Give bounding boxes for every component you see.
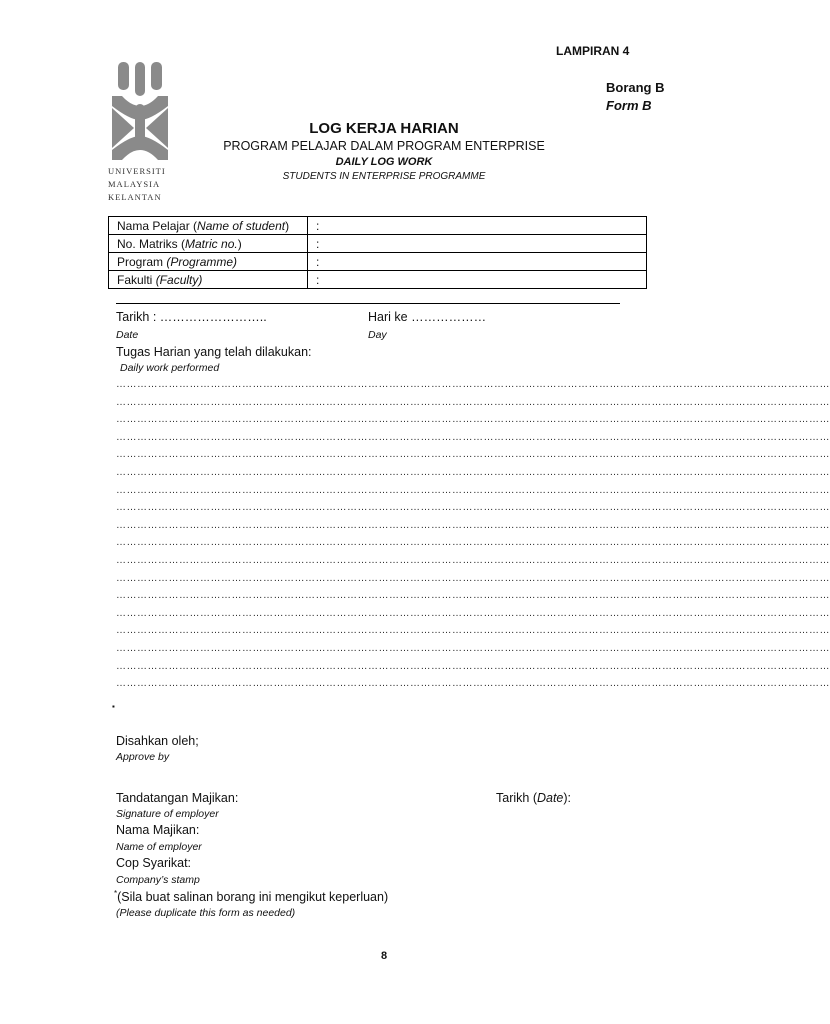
dotted-writing-line[interactable]: …………………………………………………………………………………………………………………………………………………………………………………… xyxy=(116,660,830,672)
employer-date-label: Tarikh (Date): xyxy=(496,791,572,805)
date-label-en: Date xyxy=(116,329,139,341)
logo-line-3: KELANTAN xyxy=(108,192,162,202)
table-row xyxy=(109,253,647,271)
logo-line-2: MALAYSIA xyxy=(108,179,161,189)
form-title-en: DAILY LOG WORK xyxy=(335,156,433,168)
dotted-writing-line[interactable]: …………………………………………………………………………………………………………………………………………………………………………………… xyxy=(116,678,830,690)
borang-label: Borang B xyxy=(606,80,665,95)
dotted-writing-line[interactable]: …………………………………………………………………………………………………………………………………………………………………………………… xyxy=(116,396,830,408)
divider xyxy=(116,303,620,304)
dotted-writing-line[interactable]: …………………………………………………………………………………………………………………………………………………………………………………… xyxy=(116,414,830,426)
lampiran-label: LAMPIRAN 4 xyxy=(556,44,630,58)
student-name-label: Nama Pelajar (Name of student) xyxy=(109,217,308,235)
dotted-writing-line[interactable]: …………………………………………………………………………………………………………………………………………………………………………………… xyxy=(116,379,830,390)
dotted-writing-line[interactable]: …………………………………………………………………………………………………………………………………………………………………………………… xyxy=(116,537,830,549)
tasks-label-en: Daily work performed xyxy=(120,362,220,374)
matric-no-field[interactable]: : xyxy=(308,235,647,253)
form-subtitle: PROGRAM PELAJAR DALAM PROGRAM ENTERPRISE xyxy=(223,139,545,153)
day-field[interactable]: Hari ke ……………… xyxy=(368,310,487,324)
form-subtitle-en: STUDENTS IN ENTERPRISE PROGRAMME xyxy=(282,171,486,182)
student-name-field[interactable]: : xyxy=(308,217,647,235)
table-row xyxy=(109,217,647,235)
company-stamp-label-en: Company’s stamp xyxy=(116,874,200,886)
day-label-en: Day xyxy=(368,329,387,341)
programme-field[interactable]: : xyxy=(308,253,647,271)
dotted-writing-line[interactable]: …………………………………………………………………………………………………………………………………………………………………………………… xyxy=(116,590,830,602)
dotted-writing-line[interactable]: …………………………………………………………………………………………………………………………………………………………………………………… xyxy=(116,572,830,584)
employer-signature-label: Tandatangan Majikan: xyxy=(116,791,239,805)
form-title: LOG KERJA HARIAN xyxy=(309,120,459,137)
table-row xyxy=(109,271,647,289)
company-stamp-label: Cop Syarikat: xyxy=(116,856,192,870)
page-number: 8 xyxy=(380,950,388,962)
dotted-writing-line[interactable]: …………………………………………………………………………………………………………………………………………………………………………………… xyxy=(116,607,830,619)
dotted-writing-line[interactable]: …………………………………………………………………………………………………………………………………………………………………………………… xyxy=(116,449,830,461)
matric-no-label: No. Matriks (Matric no.) xyxy=(109,235,308,253)
dotted-writing-line[interactable]: …………………………………………………………………………………………………………………………………………………………………………………… xyxy=(116,484,830,496)
logo-line-1: UNIVERSITI xyxy=(108,166,166,176)
table-row xyxy=(109,235,647,253)
form-label: Form B xyxy=(606,98,652,113)
dotted-writing-line[interactable]: …………………………………………………………………………………………………………………………………………………………………………………… xyxy=(116,502,830,514)
duplicate-note-en: (Please duplicate this form as needed) xyxy=(116,907,296,919)
dotted-writing-line[interactable]: …………………………………………………………………………………………………………………………………………………………………………………… xyxy=(116,431,830,443)
dotted-writing-line[interactable]: …………………………………………………………………………………………………………………………………………………………………………………… xyxy=(116,643,830,654)
employer-name-label-en: Name of employer xyxy=(116,841,202,853)
approval-label-en: Approve by xyxy=(116,751,170,763)
dotted-writing-line[interactable]: …………………………………………………………………………………………………………………………………………………………………………………… xyxy=(116,467,830,478)
employer-name-label: Nama Majikan: xyxy=(116,823,200,837)
dotted-writing-line[interactable]: …………………………………………………………………………………………………………………………………………………………………………………… xyxy=(116,555,830,566)
duplicate-note: *(Sila buat salinan borang ini mengikut keperluan) xyxy=(114,889,389,905)
employer-signature-label-en: Signature of employer xyxy=(116,808,219,820)
tasks-label: Tugas Harian yang telah dilakukan: xyxy=(116,345,312,359)
bullet-mark: ▪ xyxy=(112,702,115,711)
faculty-label: Fakulti (Faculty) xyxy=(109,271,308,289)
approval-label: Disahkan oleh; xyxy=(116,734,199,748)
dotted-writing-line[interactable]: …………………………………………………………………………………………………………………………………………………………………………………… xyxy=(116,519,830,531)
dotted-writing-line[interactable]: …………………………………………………………………………………………………………………………………………………………………………………… xyxy=(116,625,830,637)
faculty-field[interactable]: : xyxy=(308,271,647,289)
student-info-table xyxy=(108,216,647,289)
programme-label: Program (Programme) xyxy=(109,253,308,271)
date-field[interactable]: Tarikh : …………………….. xyxy=(116,310,267,324)
